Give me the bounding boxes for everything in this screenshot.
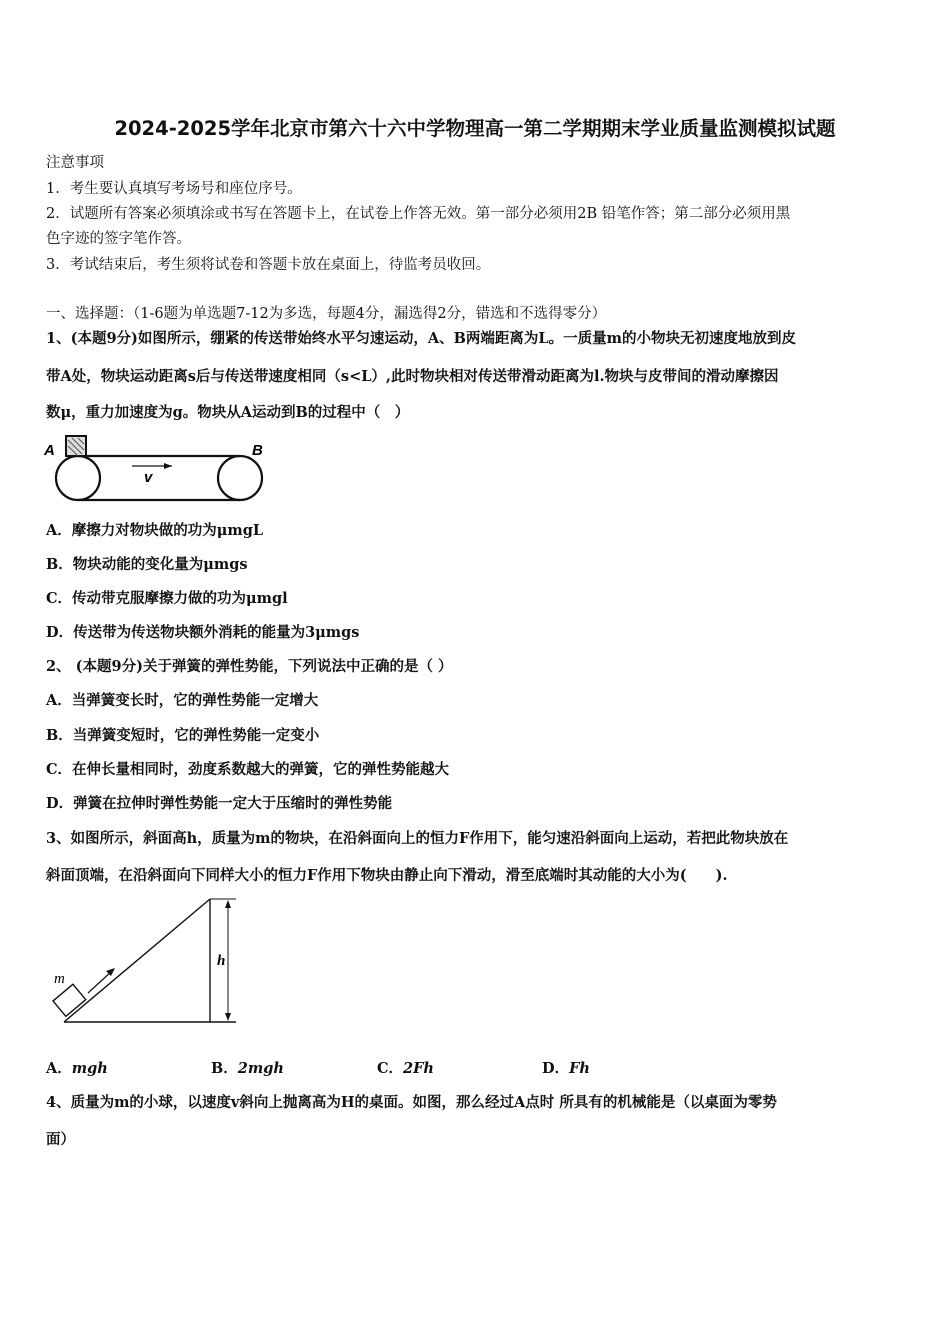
left-pulley: [56, 456, 100, 500]
incline-figure: [46, 895, 246, 1030]
notice-item-3: 3．考试结束后，考生须将试卷和答题卡放在桌面上，待监考员收回。: [46, 257, 491, 273]
q4-stem-line-2: 面）: [46, 1131, 75, 1148]
q1-stem-line-3: 数μ，重力加速度为g。物块从A运动到B的过程中（ ）: [46, 404, 410, 421]
velocity-arrowhead: [164, 463, 172, 469]
q4-stem-line-1: 4、质量为m的小球，以速度v斜向上抛离高为H的桌面。如图，那么经过A点时 所具有的机械能是（以桌面为零势: [46, 1094, 777, 1111]
q2-option-b: B．当弹簧变短时，它的弹性势能一定变小: [46, 727, 320, 744]
page-title: 2024-2025学年北京市第六十六中学物理高一第二学期期末学业质量监测模拟试题: [114, 117, 836, 140]
incline-slope: [64, 899, 210, 1022]
label-h: h: [217, 953, 226, 969]
right-pulley: [218, 456, 262, 500]
q1-option-c: C．传动带克服摩擦力做的功为μmgl: [46, 590, 288, 607]
block: [66, 436, 86, 456]
conveyor-belt-figure: [40, 434, 270, 504]
label-v: v: [144, 469, 153, 486]
q2-option-d: D．弹簧在拉伸时弹性势能一定大于压缩时的弹性势能: [46, 795, 393, 812]
q3-option-d: D．Fh: [542, 1060, 590, 1077]
q2-option-c: C．在伸长量相同时，劲度系数越大的弹簧，它的弹性势能越大: [46, 761, 450, 778]
q3-option-c: C．2Fh: [377, 1060, 434, 1077]
block-on-incline: [53, 984, 86, 1016]
notice-item-1: 1．考生要认真填写考场号和座位序号。: [46, 181, 302, 197]
q1-option-d: D．传送带为传送物块额外消耗的能量为3μmgs: [46, 624, 360, 641]
label-m: m: [54, 971, 65, 987]
q3-option-b: B．2mgh: [211, 1060, 284, 1077]
label-b: B: [252, 442, 263, 459]
section-heading: 一、选择题：（1-6题为单选题7-12为多选，每题4分，漏选得2分，错选和不选得零分）: [46, 306, 607, 322]
q2-stem: 2、 (本题9分)关于弹簧的弹性势能，下列说法中正确的是（ ）: [46, 658, 453, 675]
q3-option-a: A．mgh: [46, 1060, 108, 1077]
q3-stem-line-1: 3、如图所示，斜面高h，质量为m的物块，在沿斜面向上的恒力F作用下，能匀速沿斜面向上运动，若把此物块放在: [46, 830, 789, 847]
q1-stem-line-2: 带A处，物块运动距离s后与传送带速度相同（s<L）,此时物块相对传送带滑动距离为l.物块与皮带间的滑动摩擦因: [46, 368, 779, 385]
notice-item-2: 2．试题所有答案必须填涂或书写在答题卡上，在试卷上作答无效。第一部分必须用2B 铅笔作答；第二部分必须用黑: [46, 206, 791, 222]
notice-item-2-cont: 色字迹的签字笔作答。: [46, 231, 191, 247]
q3-stem-line-2: 斜面顶端，在沿斜面向下同样大小的恒力F作用下物块由静止向下滑动，滑至底端时其动能的大小为( ).: [46, 867, 728, 884]
label-a: A: [44, 442, 55, 459]
height-arrow-bottom: [225, 1013, 231, 1021]
q1-option-b: B．物块动能的变化量为μmgs: [46, 556, 248, 573]
q1-option-a: A．摩擦力对物块做的功为μmgL: [46, 522, 264, 539]
force-arrow: [88, 971, 112, 993]
q2-option-a: A．当弹簧变长时，它的弹性势能一定增大: [46, 692, 319, 709]
notice-heading: 注意事项: [46, 155, 104, 171]
q1-stem-line-1: 1、(本题9分)如图所示，绷紧的传送带始终水平匀速运动，A、B两端距离为L。一质量m的小物块无初速度地放到皮: [46, 330, 796, 347]
height-arrow-top: [225, 900, 231, 908]
